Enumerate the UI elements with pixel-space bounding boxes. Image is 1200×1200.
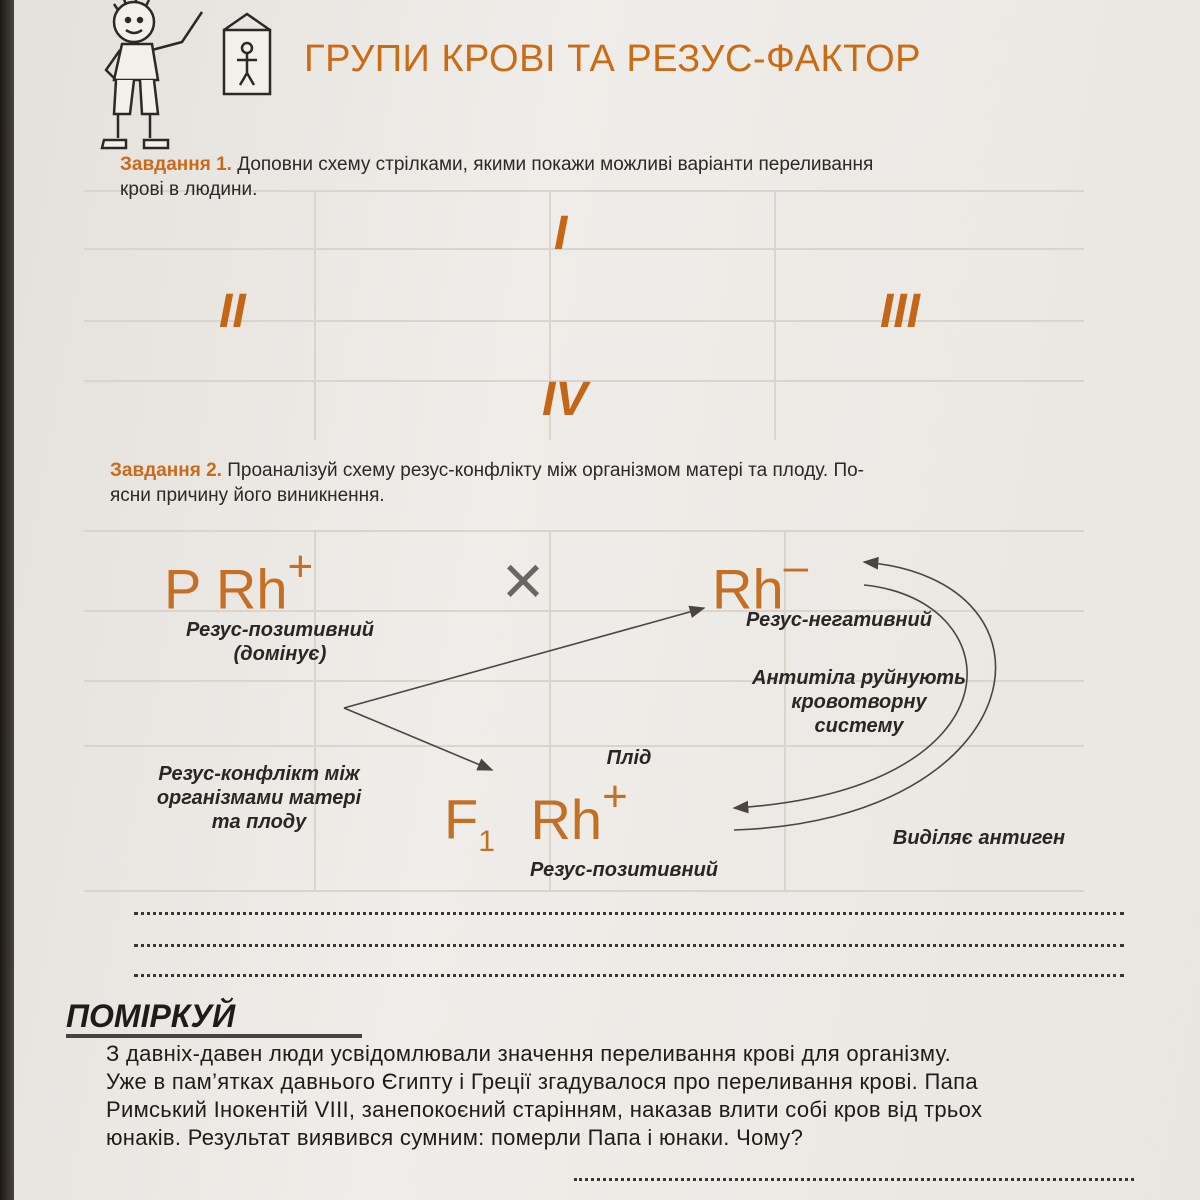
arrow-antibodies (734, 585, 967, 808)
blood-group-ii: II (219, 285, 246, 338)
workbook-page (14, 0, 1200, 1200)
plus-sign: + (602, 772, 628, 821)
page-title: ГРУПИ КРОВІ ТА РЕЗУС-ФАКТОР (304, 38, 921, 80)
fetus-positive-caption: Резус-позитивний (530, 859, 718, 881)
positive-dominant-caption: Резус-позитивний (домінує) (186, 619, 374, 665)
parent-symbol: P (164, 557, 201, 621)
answer-line[interactable] (134, 944, 1124, 947)
fetus-label: Плід (606, 747, 652, 769)
arrow-to-fetus (344, 708, 492, 770)
task1-line1: Доповни схему стрілками, якими покажи можливі варіанти переливання (237, 154, 874, 175)
task2-line1: Проаналізуй схему резус-конфлікту між організмом матері та плоду. По- (227, 460, 864, 481)
task2-line2: ясни причину його виникнення. (110, 485, 385, 506)
think-underline (66, 1034, 362, 1038)
think-line2: Уже в пам’ятках давнього Єгипту і Греції згадувалося про переливання крові. Папа (106, 1069, 978, 1094)
answer-line[interactable] (574, 1178, 1134, 1181)
think-line1: З давніх-давен люди усвідомлювали значення переливання крові для організму. (106, 1041, 952, 1066)
minus-sign: – (783, 542, 809, 591)
rh-positive-mother: Rh (215, 557, 288, 621)
think-paragraph (106, 1040, 1146, 1152)
rh-negative: Rh (712, 557, 784, 621)
f1-subscript: 1 (478, 824, 495, 858)
plus-sign: + (287, 542, 314, 591)
antigen-caption: Виділяє антиген (892, 827, 1066, 849)
f1-symbol: F (444, 787, 479, 851)
task1-line2: крові в людини. (120, 179, 258, 200)
answer-line[interactable] (134, 974, 1124, 977)
negative-caption: Резус-негативний (746, 609, 932, 631)
think-line4: юнаків. Результат виявився сумним: померли Папа і юнаки. Чому? (106, 1125, 804, 1150)
rh-positive-fetus: Rh (530, 787, 603, 851)
blood-group-iv: IV (542, 373, 588, 426)
arrow-antigen (734, 562, 996, 830)
arrow-to-mother (344, 608, 704, 708)
blood-group-iii: III (880, 285, 921, 338)
think-heading: ПОМІРКУЙ (66, 998, 236, 1034)
task1-label: Завдання 1. (120, 154, 232, 175)
page-edge-shadow (0, 0, 14, 1200)
cross-sign: × (502, 541, 545, 621)
task2-label: Завдання 2. (110, 460, 222, 481)
conflict-caption: Резус-конфлікт між організмами матері та плоду (156, 763, 362, 833)
answer-line[interactable] (134, 912, 1124, 915)
think-line3: Римський Інокентій VIII, занепокоєний старінням, наказав влити собі кров від трьох (106, 1097, 983, 1122)
blood-group-i: I (554, 207, 568, 260)
antibodies-caption: Антитіла руйнують кровотворну систему (752, 667, 966, 737)
